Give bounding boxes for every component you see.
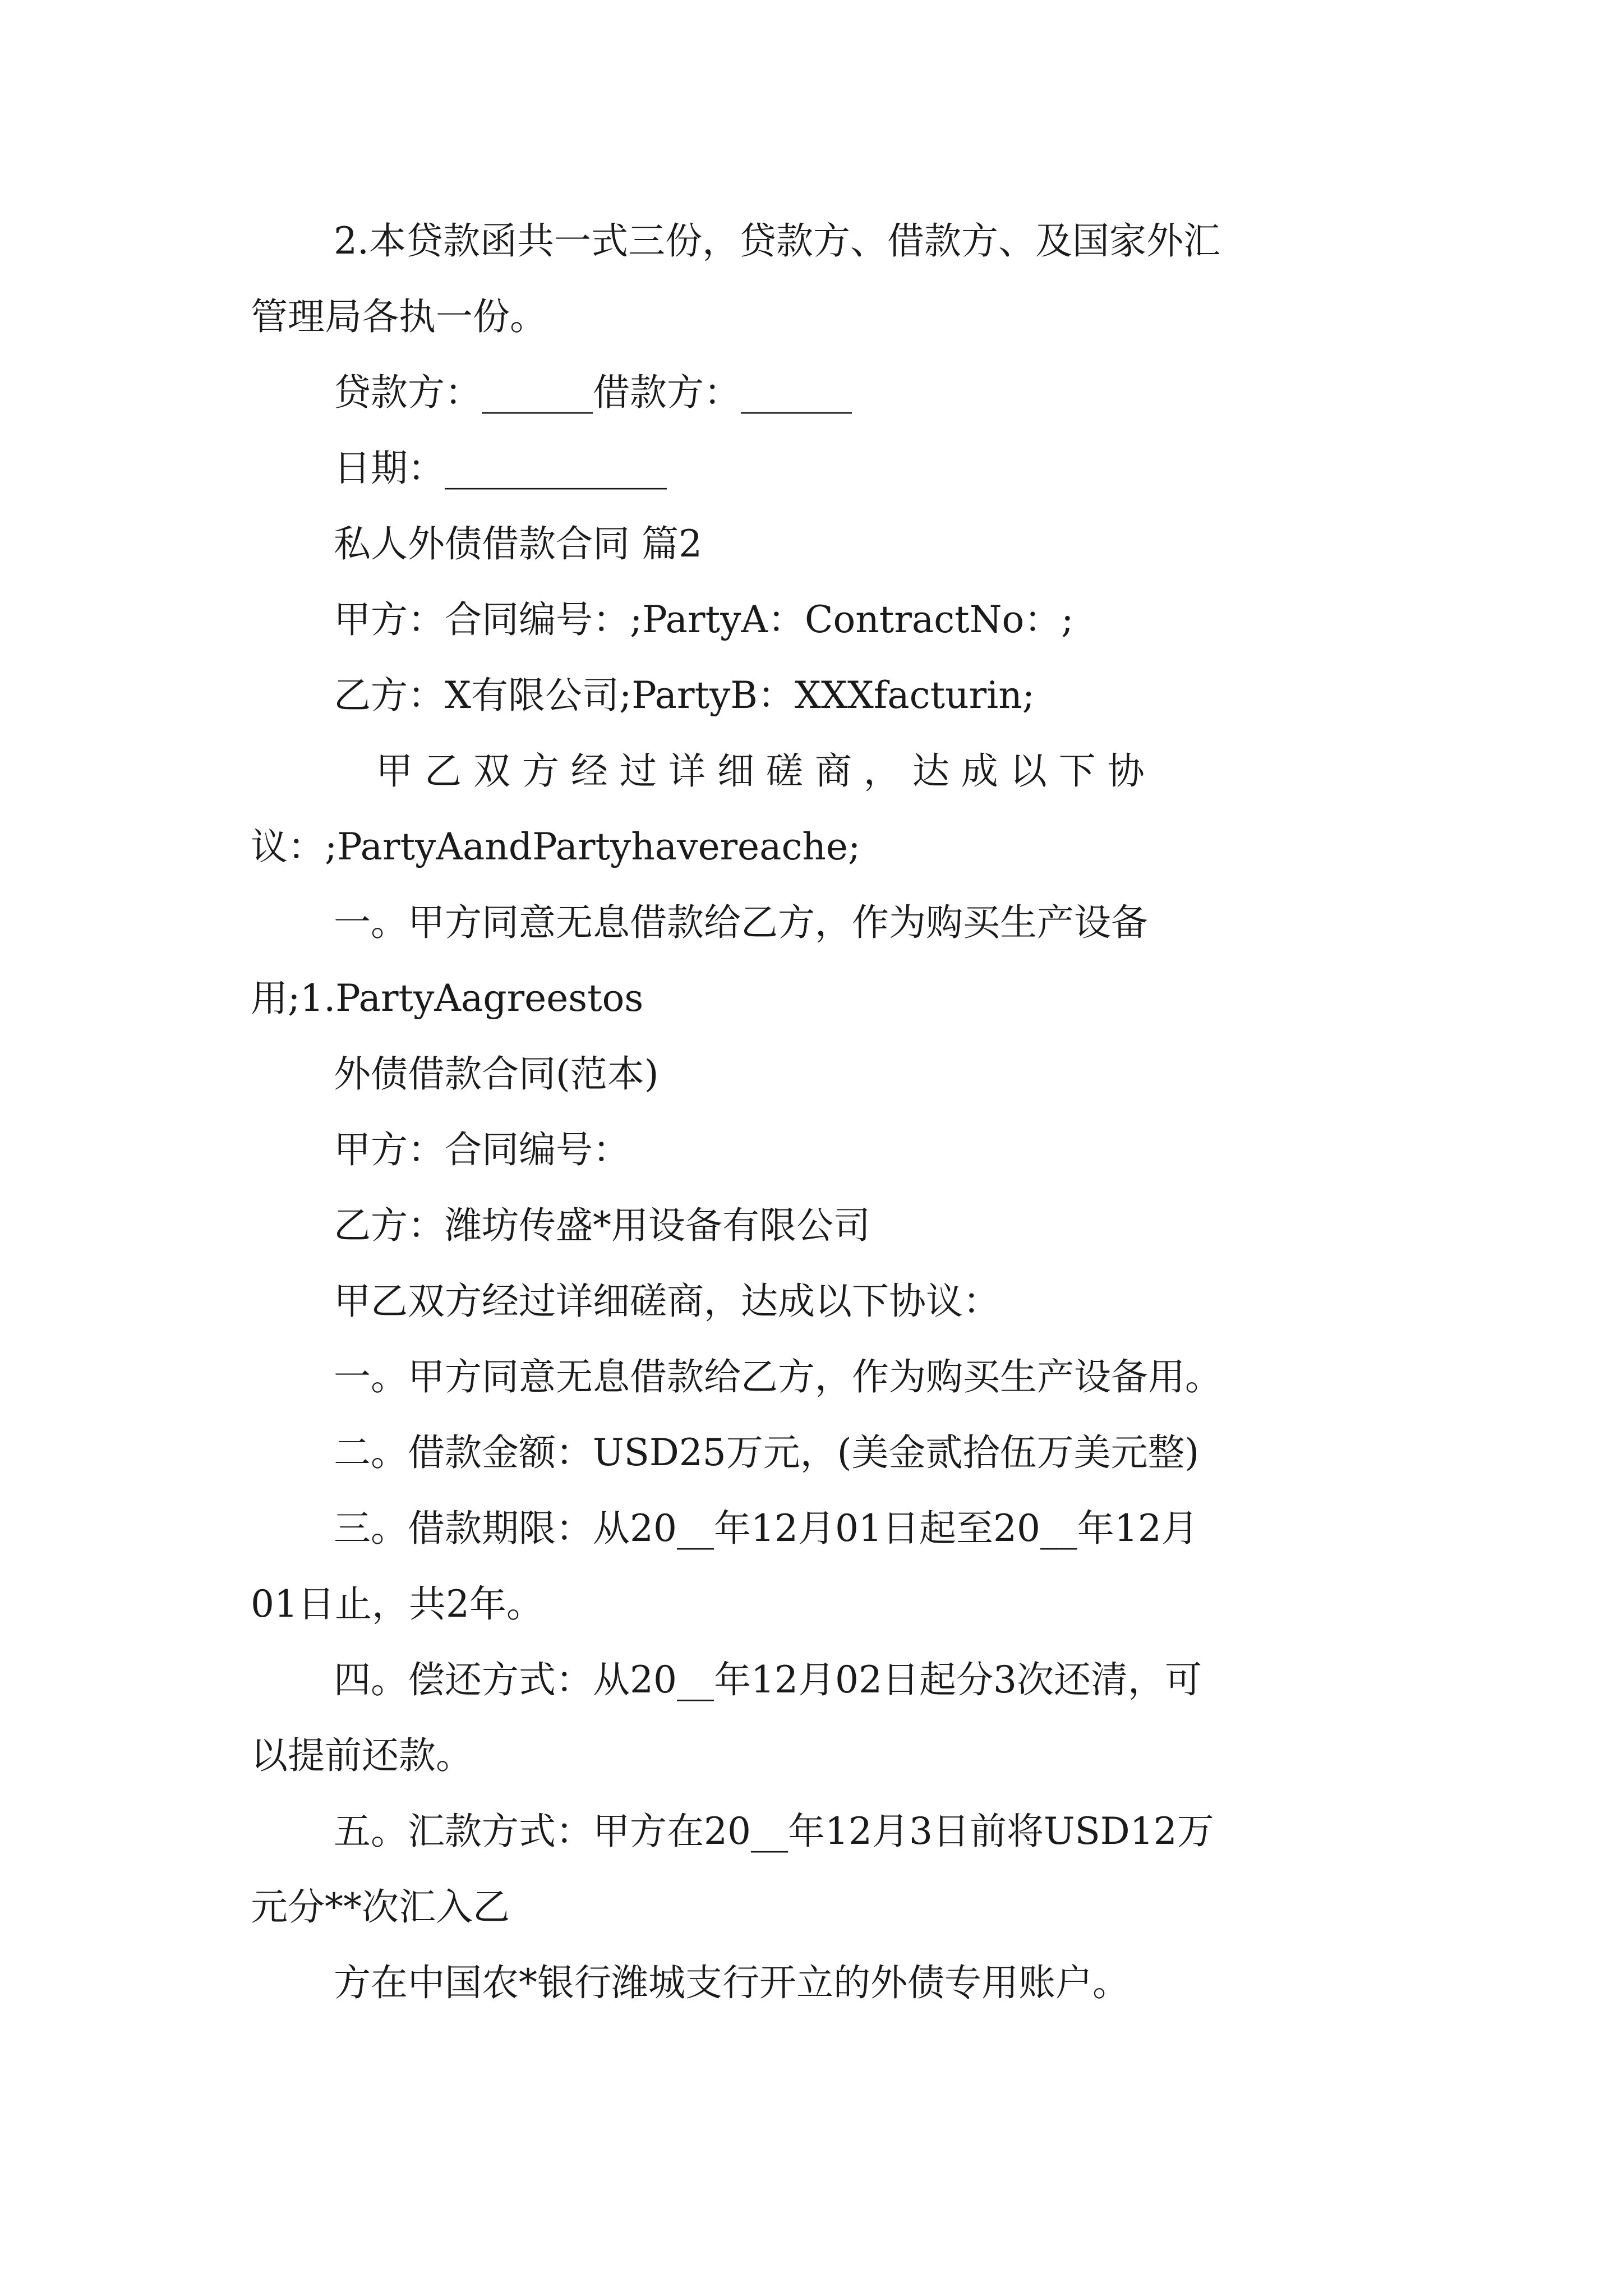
- paragraph-line: 管理局各执一份。: [251, 295, 547, 338]
- paragraph-line: 用;1.PartyAagreestos: [251, 977, 644, 1020]
- contract-title: 外债借款合同(范本): [334, 1052, 659, 1096]
- party-a-line: 甲方：合同编号：;PartyA：ContractNo：;: [334, 598, 1074, 641]
- paragraph-line: 议：;PartyAandPartyhavereache;: [251, 825, 861, 868]
- clause-line: 01日止，共2年。: [251, 1582, 543, 1626]
- party-a-line: 甲方：合同编号：: [334, 1128, 630, 1171]
- clause-line: 一。甲方同意无息借款给乙方，作为购买生产设备用。: [334, 1355, 1222, 1398]
- paragraph-line: 甲 乙 双 方 经 过 详 细 磋 商 ， 达 成 以 下 协: [376, 749, 1145, 793]
- section-heading: 私人外债借款合同 篇2: [334, 522, 702, 565]
- clause-line: 方在中国农*银行潍城支行开立的外债专用账户。: [334, 1961, 1129, 2004]
- clause-line: 五。汇款方式：甲方在20__年12月3日前将USD12万: [334, 1810, 1214, 1853]
- clause-line: 四。偿还方式：从20__年12月02日起分3次还清，可: [334, 1658, 1202, 1701]
- lender-borrower-line: 贷款方：______借款方：______: [334, 371, 852, 414]
- clause-line: 元分**次汇入乙: [251, 1885, 510, 1929]
- date-line: 日期：____________: [334, 447, 667, 490]
- paragraph-line: 甲乙双方经过详细磋商，达成以下协议：: [334, 1280, 1000, 1323]
- party-b-line: 乙方：X有限公司;PartyB：XXXfacturin;: [334, 674, 1035, 717]
- clause-line: 二。借款金额：USD25万元，(美金贰拾伍万美元整): [334, 1431, 1200, 1474]
- paragraph-line: 2.本贷款函共一式三份，贷款方、借款方、及国家外汇: [334, 219, 1220, 263]
- paragraph-line: 一。甲方同意无息借款给乙方，作为购买生产设备: [334, 901, 1148, 944]
- clause-line: 以提前还款。: [251, 1734, 473, 1777]
- party-b-line: 乙方：潍坊传盛*用设备有限公司: [334, 1204, 870, 1247]
- clause-line: 三。借款期限：从20__年12月01日起至20__年12月: [334, 1507, 1198, 1550]
